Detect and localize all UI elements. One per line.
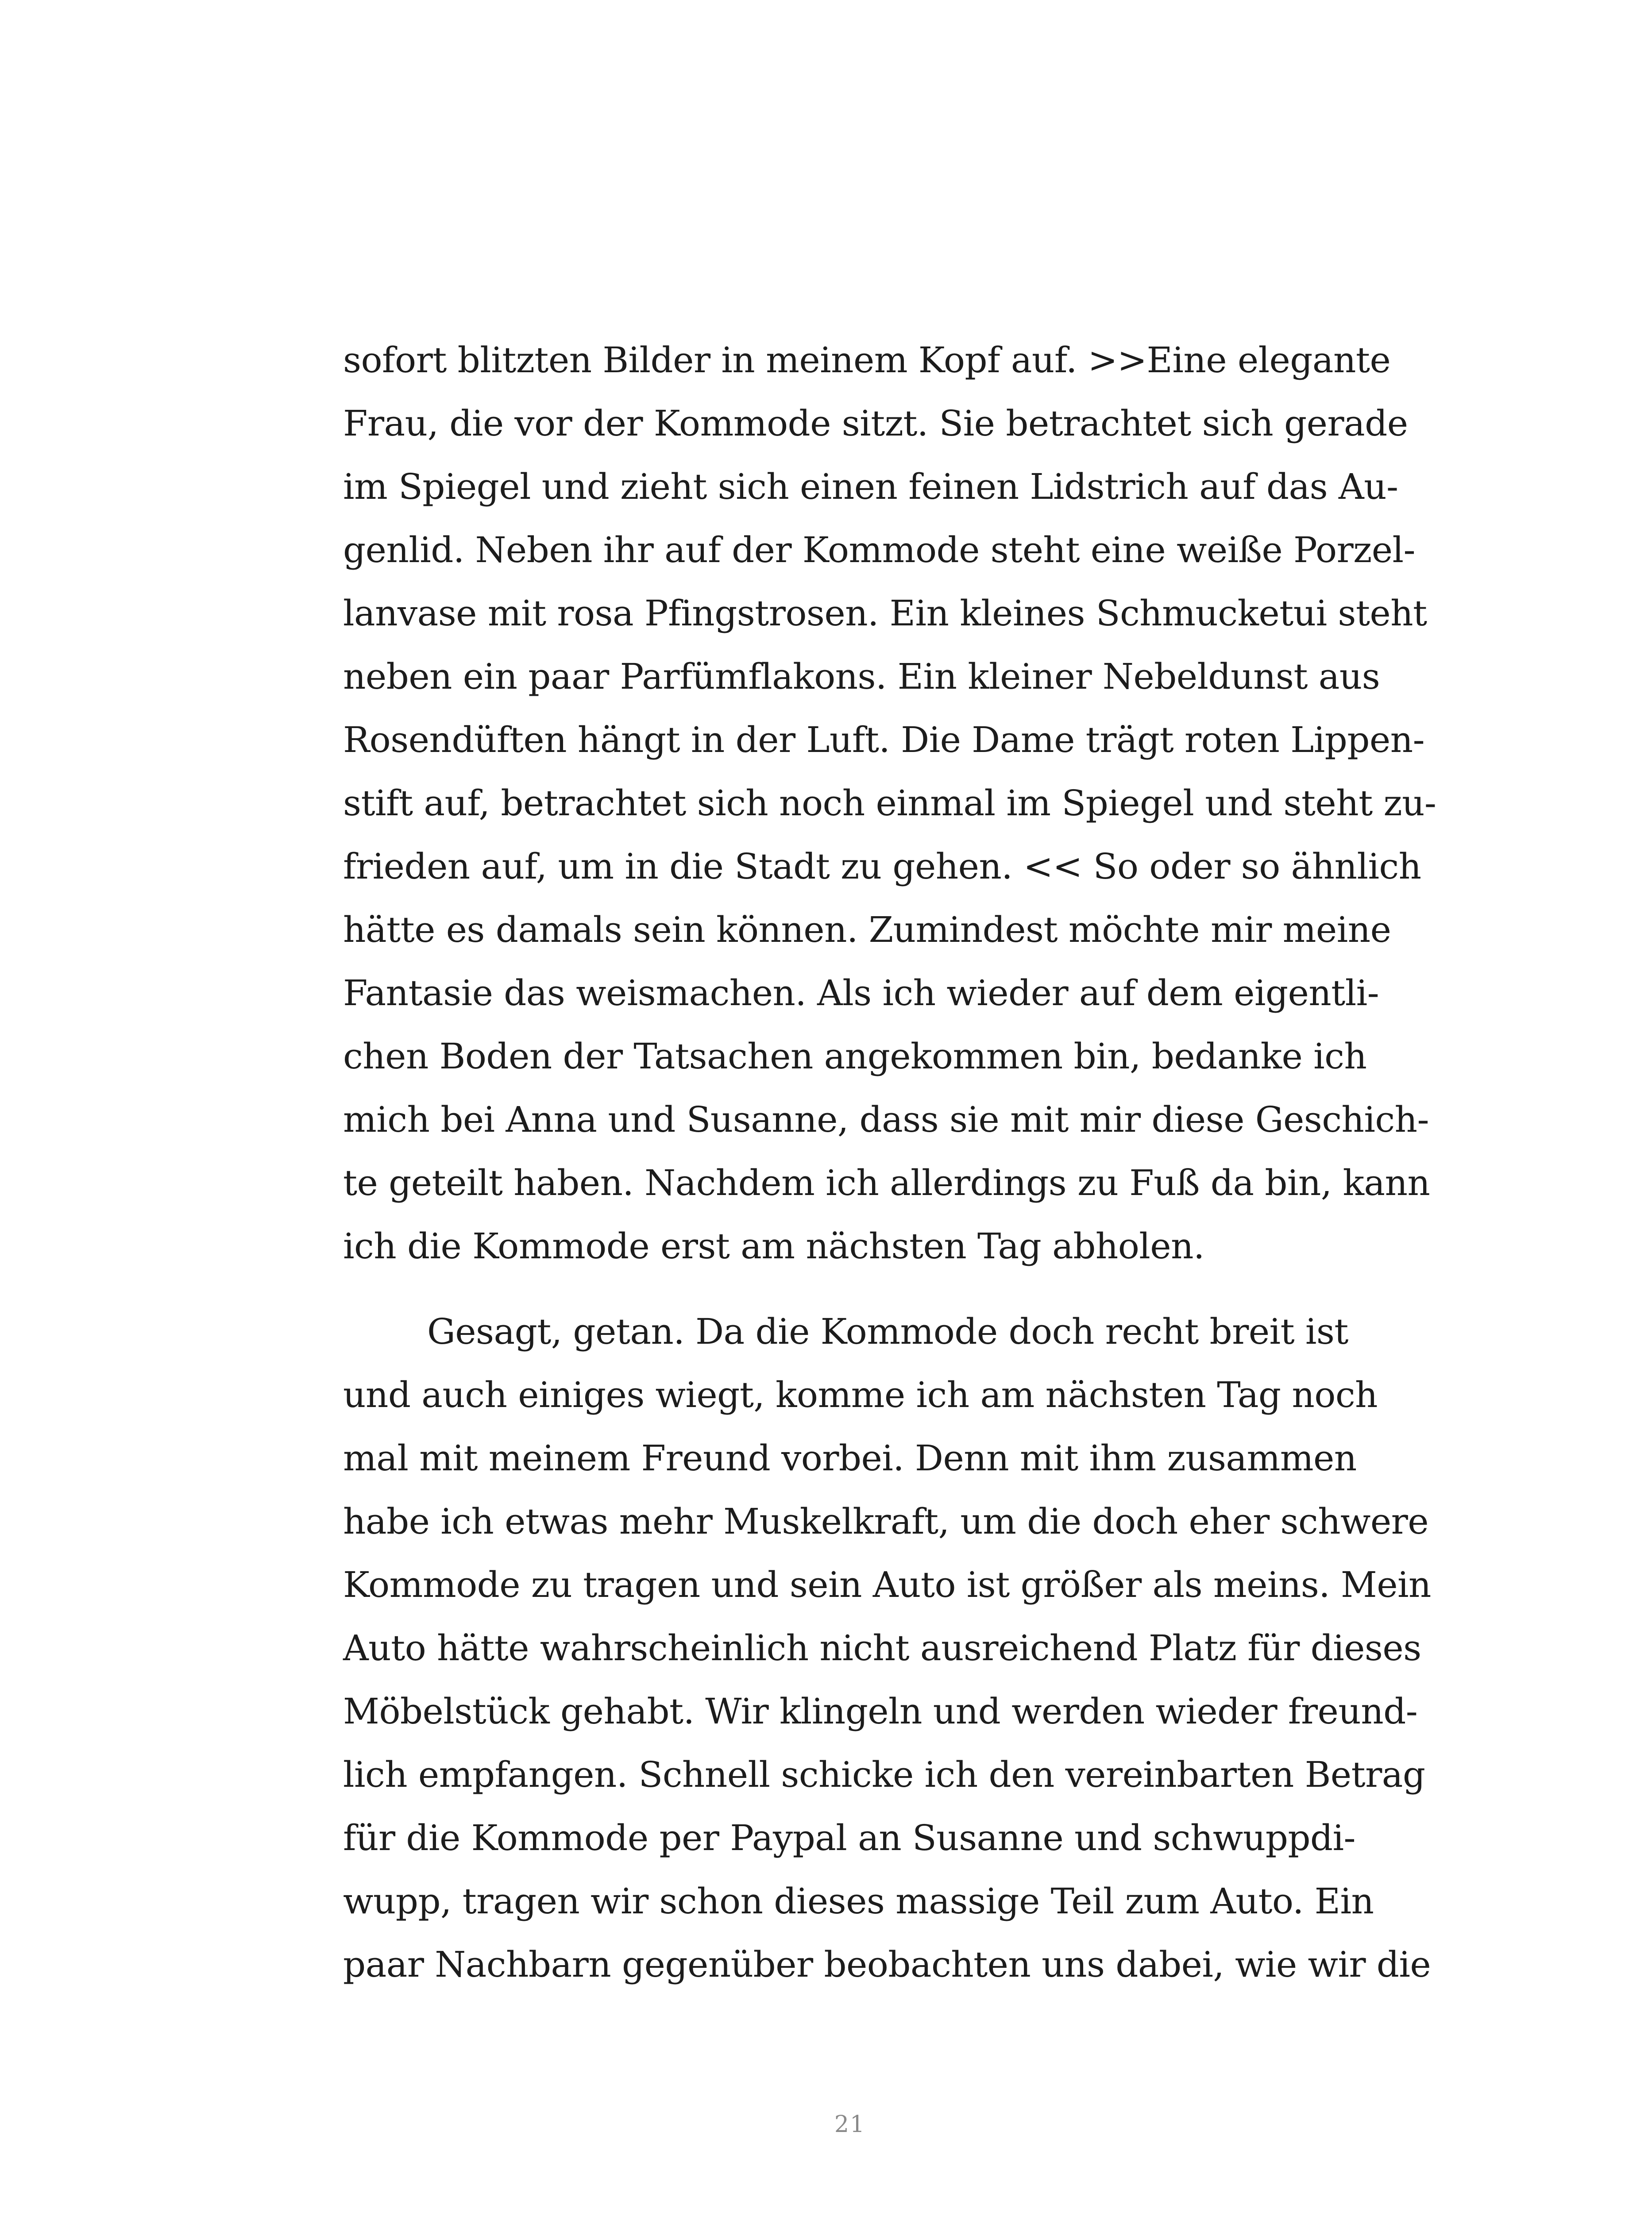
text-line: chen Boden der Tatsachen angekommen bin, bedanke ich [343, 1036, 1367, 1077]
text-line: habe ich etwas mehr Muskelkraft, um die doch eher schwere [343, 1501, 1429, 1542]
text-line: wupp, tragen wir schon dieses massige Teil zum Auto. Ein [343, 1881, 1374, 1922]
paragraph [343, 1300, 1431, 1996]
text-line: lich empfangen. Schnell schicke ich den vereinbarten Betrag [343, 1754, 1425, 1795]
paragraph [343, 328, 1436, 1278]
text-line: und auch einiges wiegt, komme ich am nächsten Tag noch [343, 1374, 1378, 1415]
text-line: Möbelstück gehabt. Wir klingeln und werden wieder freund- [343, 1691, 1418, 1732]
text-line: Gesagt, getan. Da die Kommode doch recht breit ist [427, 1311, 1348, 1352]
text-line: te geteilt haben. Nachdem ich allerdings zu Fuß da bin, kann [343, 1162, 1430, 1203]
text-line: Rosendüften hängt in der Luft. Die Dame trägt roten Lippen- [343, 719, 1424, 760]
text-line: paar Nachbarn gegenüber beobachten uns dabei, wie wir die [343, 1944, 1431, 1985]
text-line: für die Kommode per Paypal an Susanne und schwuppdi- [343, 1817, 1355, 1858]
text-line: mich bei Anna und Susanne, dass sie mit mir diese Geschich- [343, 1099, 1429, 1140]
text-line: mal mit meinem Freund vorbei. Denn mit ihm zusammen [343, 1438, 1357, 1479]
text-line: neben ein paar Parfümflakons. Ein kleiner Nebeldunst aus [343, 656, 1380, 697]
text-line: genlid. Neben ihr auf der Kommode steht eine weiße Porzel- [343, 529, 1415, 571]
text-line: Frau, die vor der Kommode sitzt. Sie betrachtet sich gerade [343, 403, 1408, 444]
text-line: ich die Kommode erst am nächsten Tag abholen. [343, 1226, 1204, 1267]
text-line: im Spiegel und zieht sich einen feinen Lidstrich auf das Au- [343, 466, 1398, 507]
text-line: Kommode zu tragen und sein Auto ist größer als meins. Mein [343, 1564, 1431, 1605]
text-line: sofort blitzten Bilder in meinem Kopf auf. >>Eine elegante [343, 339, 1391, 381]
text-line: frieden auf, um in die Stadt zu gehen. << So oder so ähnlich [343, 846, 1421, 887]
text-line: hätte es damals sein können. Zumindest möchte mir meine [343, 909, 1391, 950]
page-number: 21 [834, 2111, 866, 2138]
text-line: Fantasie das weismachen. Als ich wieder auf dem eigentli- [343, 972, 1379, 1014]
text-line: stift auf, betrachtet sich noch einmal im Spiegel und steht zu- [343, 783, 1436, 824]
text-line: lanvase mit rosa Pfingstrosen. Ein kleines Schmucketui steht [343, 593, 1427, 634]
text-line: Auto hätte wahrscheinlich nicht ausreichend Platz für dieses [343, 1627, 1421, 1669]
